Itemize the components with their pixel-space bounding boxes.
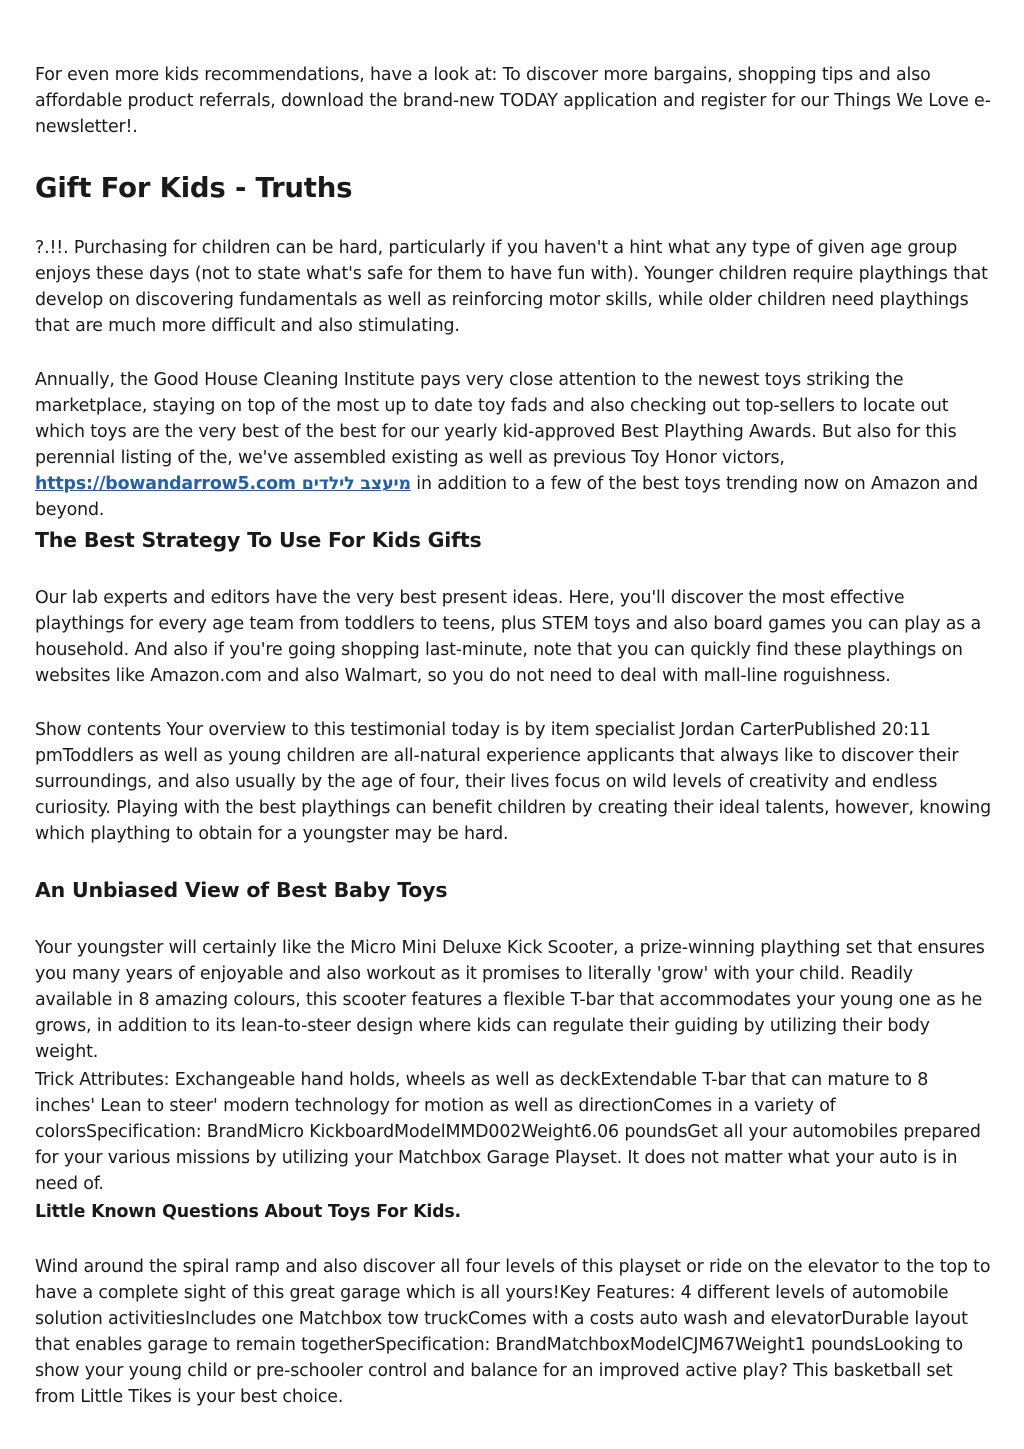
paragraph-annually-text-end: in addition to a few of the best toys trending now on Amazon and beyond.	[35, 474, 978, 520]
intro-paragraph: For even more kids recommendations, have a look at: To discover more bargains, shopping tips and also affordable product referrals, download the brand-new TODAY application and register for our Things We Love e-newsletter!.	[35, 65, 991, 137]
paragraph-show-contents: Show contents Your overview to this testimonial today is by item specialist Jordan CarterPublished 20:11 pmToddlers as well as young children are all-natural experience applicants that always like to discover their surroundings, and also usually by the age of four, their lives focus on wild levels of creativity and endless curiosity. Playing with the best playthings can benefit children by creating their ideal talents, however, knowing which plaything to obtain for a youngster may be hard.	[35, 720, 991, 844]
heading-unbiased-view: An Unbiased View of Best Baby Toys	[35, 878, 448, 902]
heading-gift-for-kids: Gift For Kids - Truths	[35, 172, 353, 204]
bowandarrow-link[interactable]: https://bowandarrow5.com מיעצב לילדים	[35, 474, 411, 494]
paragraph-purchasing: ?.!!. Purchasing for children can be hard, particularly if you haven't a hint what any type of given age group enjoys these days (not to state what's safe for them to have fun with). Younger children require playthings that develop on discovering fundamentals as well as reinforcing motor skills, while older children need playthings that are much more difficult and also stimulating.	[35, 238, 988, 336]
paragraph-trick-attributes: Trick Attributes: Exchangeable hand holds, wheels as well as deckExtendable T-bar that can mature to 8 inches' Lean to steer' modern technology for motion as well as directionComes in a variety of colorsSpecification: BrandMicro KickboardModelMMD002Weight6.06 poundsGet all your automobiles prepared for your various missions by utilizing your Matchbox Garage Playset. It does not matter what your auto is in need of.	[35, 1070, 981, 1194]
heading-little-known-questions: Little Known Questions About Toys For Kids.	[35, 1202, 461, 1222]
paragraph-lab-experts: Our lab experts and editors have the very best present ideas. Here, you'll discover the most effective playthings for every age team from toddlers to teens, plus STEM toys and also board games you can play as a household. And also if you're going shopping last-minute, note that you can quickly find these playthings on websites like Amazon.com and also Walmart, so you do not need to deal with mall-line roguishness.	[35, 588, 982, 686]
paragraph-kick-scooter: Your youngster will certainly like the Micro Mini Deluxe Kick Scooter, a prize-winning plaything set that ensures you many years of enjoyable and also workout as it promises to literally 'grow' with your child. Readily available in 8 amazing colours, this scooter features a flexible T-bar that accommodates your young one as he grows, in addition to its lean-to-steer design where kids can regulate their guiding by utilizing their body weight.	[35, 938, 985, 1062]
paragraph-annually-text-start: Annually, the Good House Cleaning Institute pays very close attention to the newest toys striking the marketplace, staying on top of the most up to date toy fads and also checking out top-sellers to locate out which toys are the very best of the best for our yearly kid-approved Best Plaything Awards. But also for this perennial listing of the, we've assembled existing as well as previous Toy Honor victors,	[35, 370, 957, 468]
paragraph-annually	[35, 367, 991, 523]
heading-best-strategy: The Best Strategy To Use For Kids Gifts	[35, 528, 482, 552]
paragraph-spiral-ramp: Wind around the spiral ramp and also discover all four levels of this playset or ride on the elevator to the top to have a complete sight of this great garage which is all yours!Key Features: 4 different levels of automobile solution activitiesIncludes one Matchbox tow truckComes with a costs auto wash and elevatorDurable layout that enables garage to remain togetherSpecification: BrandMatchboxModelCJM67Weight1 poundsLooking to show your young child or pre-schooler control and balance for an improved active play? This basketball set from Little Tikes is your best choice.	[35, 1257, 991, 1407]
